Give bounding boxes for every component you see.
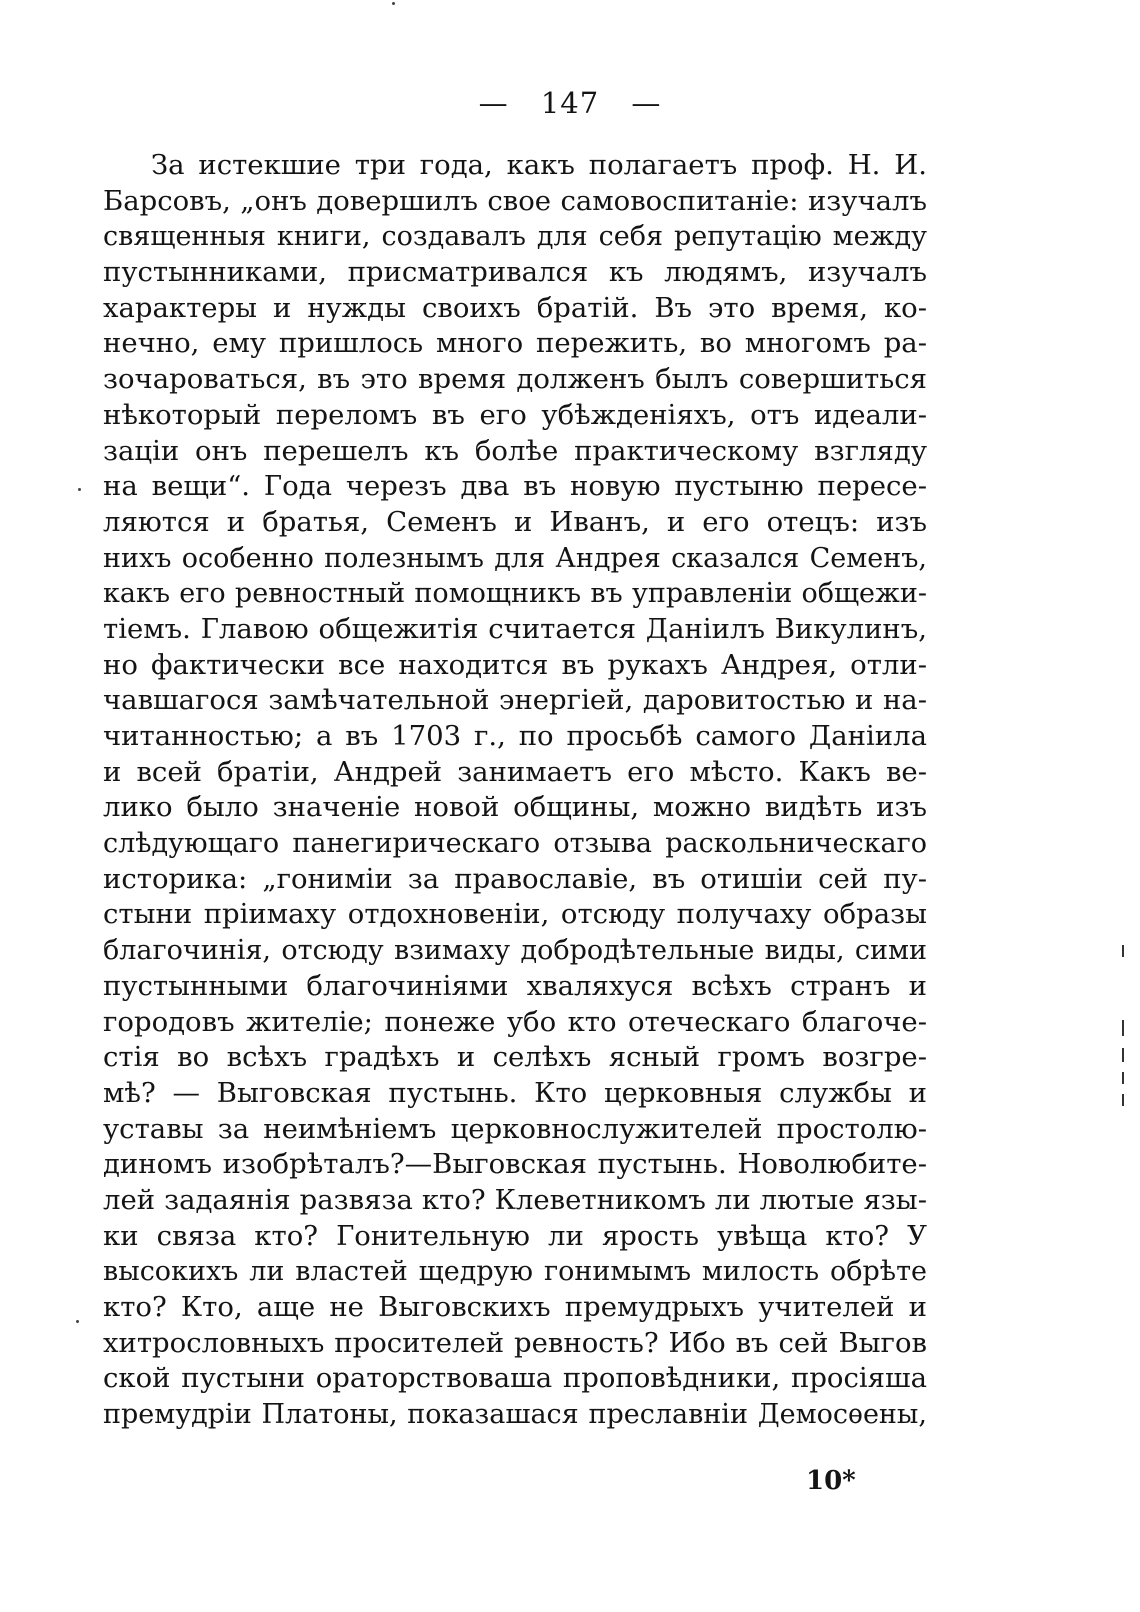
scan-speck	[76, 1320, 79, 1323]
text-line: но фактически все находится въ рукахъ Андрея, отли-	[103, 648, 927, 681]
scan-speck	[392, 2, 395, 5]
text-line: читанностью; а въ 1703 г., по просьбѣ самого Даніила	[103, 720, 927, 752]
text-line: стыни пріимаху отдохновеніи, отсюду получаху образы	[103, 898, 927, 931]
text-line: на вещи“. Года черезъ два въ новую пустыню пересе-	[103, 470, 927, 503]
margin-scan-mark	[1122, 1072, 1124, 1084]
text-line: историка: „гонимiи за православіе, въ отишіи сей пу-	[103, 862, 927, 895]
text-line: лей задаянія развяза кто? Клеветникомъ ли лютые язы-	[103, 1183, 927, 1216]
text-line: Барсовъ, „онъ довершилъ свое самовоспитаніе: изучалъ	[103, 184, 927, 217]
text-line: премудріи Платоны, показашася преславніи Демосѳены,	[103, 1399, 927, 1431]
text-line: заціи онъ перешелъ къ болѣе практическому взгляду	[103, 434, 927, 467]
text-line: тіемъ. Главою общежитія считается Даніилъ Викулинъ,	[103, 612, 927, 645]
page-header	[0, 86, 1140, 120]
printer-signature: 10*	[806, 1466, 856, 1496]
text-line: пустынными благочиніями хваляхуся всѣхъ странъ и	[103, 969, 927, 1002]
margin-scan-mark	[1122, 1094, 1124, 1106]
text-line: городовъ жителіе; понеже убо кто отеческаго благоче-	[103, 1005, 927, 1038]
text-line: слѣдующаго панегирическаго отзыва раскольническаго	[103, 828, 927, 860]
margin-scan-mark	[1122, 1020, 1124, 1036]
scan-speck	[78, 488, 81, 491]
text-line: ляются и братья, Семенъ и Иванъ, и его отецъ: изъ	[103, 505, 927, 538]
text-line: нечно, ему пришлось много пережить, во многомъ ра-	[103, 327, 927, 360]
text-line: высокихъ ли властей щедрую гонимымъ милость обрѣте	[103, 1256, 927, 1288]
page-number: 147	[540, 86, 600, 120]
text-line: мѣ? — Выговская пустынь. Кто церковныя службы и	[103, 1076, 927, 1109]
text-line: нѣкоторый переломъ въ его убѣжденіяхъ, отъ идеали-	[103, 398, 927, 431]
text-line: пустынниками, присматривался къ людямъ, изучалъ	[103, 256, 927, 289]
text-line: нихъ особенно полезнымъ для Андрея сказался Семенъ,	[103, 542, 927, 574]
text-line: За истекшие три года, какъ полагаетъ проф. Н. И.	[151, 149, 927, 181]
text-line: чавшагося замѣчательной энергіей, даровитостью и на-	[103, 684, 927, 717]
text-line: ки связа кто? Гонительную ли ярость увѣща кто? У	[103, 1219, 927, 1252]
text-line: хитрословныхъ просителей ревность? Ибо въ сей Выгов	[103, 1326, 927, 1359]
text-line: ской пустыни ораторствоваша проповѣдники, просіяша	[103, 1362, 927, 1395]
margin-scan-mark	[1122, 1048, 1124, 1062]
text-line: лико было значеніе новой общины, можно видѣть изъ	[103, 791, 927, 824]
text-line: характеры и нужды своихъ братій. Въ это время, ко-	[103, 291, 927, 324]
text-line: кто? Кто, аще не Выговскихъ премудрыхъ учителей и	[103, 1291, 927, 1323]
text-line: зочароваться, въ это время долженъ былъ совершиться	[103, 363, 927, 396]
text-line: уставы за неимѣніемъ церковнослужителей простолю-	[103, 1112, 927, 1145]
margin-scan-mark	[1122, 945, 1124, 957]
text-line: священныя книги, создавалъ для себя репутацію между	[103, 221, 927, 253]
body-text	[103, 148, 927, 1433]
dash-left: —	[478, 86, 509, 120]
text-line: благочинія, отсюду взимаху добродѣтельные виды, сими	[103, 935, 927, 967]
text-line: стія во всѣхъ градѣхъ и селѣхъ ясный громъ возгре-	[103, 1041, 927, 1074]
text-line: диномъ изобрѣталъ?—Выговская пустынь. Новолюбите-	[103, 1148, 927, 1181]
text-line: и всей братіи, Андрей занимаетъ его мѣсто. Какъ ве-	[103, 755, 927, 788]
dash-right: —	[631, 86, 662, 120]
text-line: какъ его ревностный помощникъ въ управленіи общежи-	[103, 578, 927, 610]
